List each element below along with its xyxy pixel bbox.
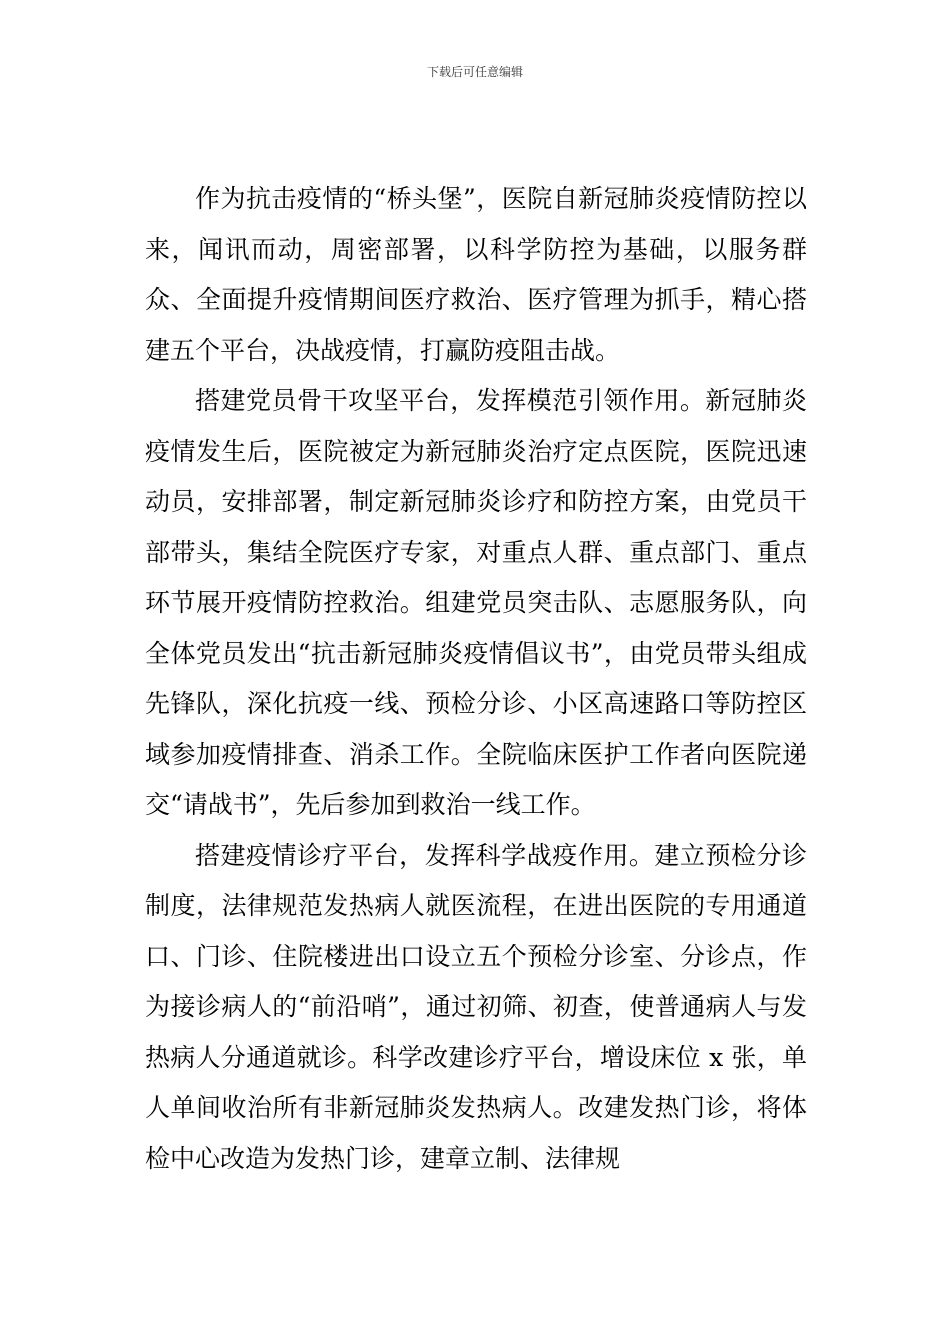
paragraph-intro: 作为抗击疫情的“桥头堡”，医院自新冠肺炎疫情防控以来，闻讯而动，周密部署，以科学防控为基础，以服务群众、全面提升疫情期间医疗救治、医疗管理为抓手，精心搭建五个平台，决战疫情，打赢防疫阻击战。 xyxy=(145,184,807,365)
paragraph-party-platform: 搭建党员骨干攻坚平台，发挥模范引领作用。新冠肺炎疫情发生后，医院被定为新冠肺炎治疗定点医院，医院迅速动员，安排部署，制定新冠肺炎诊疗和防控方案，由党员干部带头，集结全院医疗专家，对重点人群、重点部门、重点环节展开疫情防控救治。组建党员突击队、志愿服务队，向全体党员发出“抗击新冠肺炎疫情倡议书”，由党员带头组成先锋队，深化抗疫一线、预检分诊、小区高速路口等防控区域参加疫情排查、消杀工作。全院临床医护工作者向医院递交“请战书”，先后参加到救治一线工作。 xyxy=(145,386,807,819)
document-body xyxy=(145,174,807,1184)
paragraph-diagnosis-platform: 搭建疫情诊疗平台，发挥科学战疫作用。建立预检分诊制度，法律规范发热病人就医流程，在进出医院的专用通道口、门诊、住院楼进出口设立五个预检分诊室、分诊点，作为接诊病人的“前沿哨”，通过初筛、初查，使普通病人与发热病人分通道就诊。科学改建诊疗平台，增设床位 x 张，单人单间收治所有非新冠肺炎发热病人。改建发热门诊，将体检中心改造为发热门诊，建章立制、法律规 xyxy=(145,840,807,1173)
page-header: 下载后可任意编辑 xyxy=(426,65,523,79)
